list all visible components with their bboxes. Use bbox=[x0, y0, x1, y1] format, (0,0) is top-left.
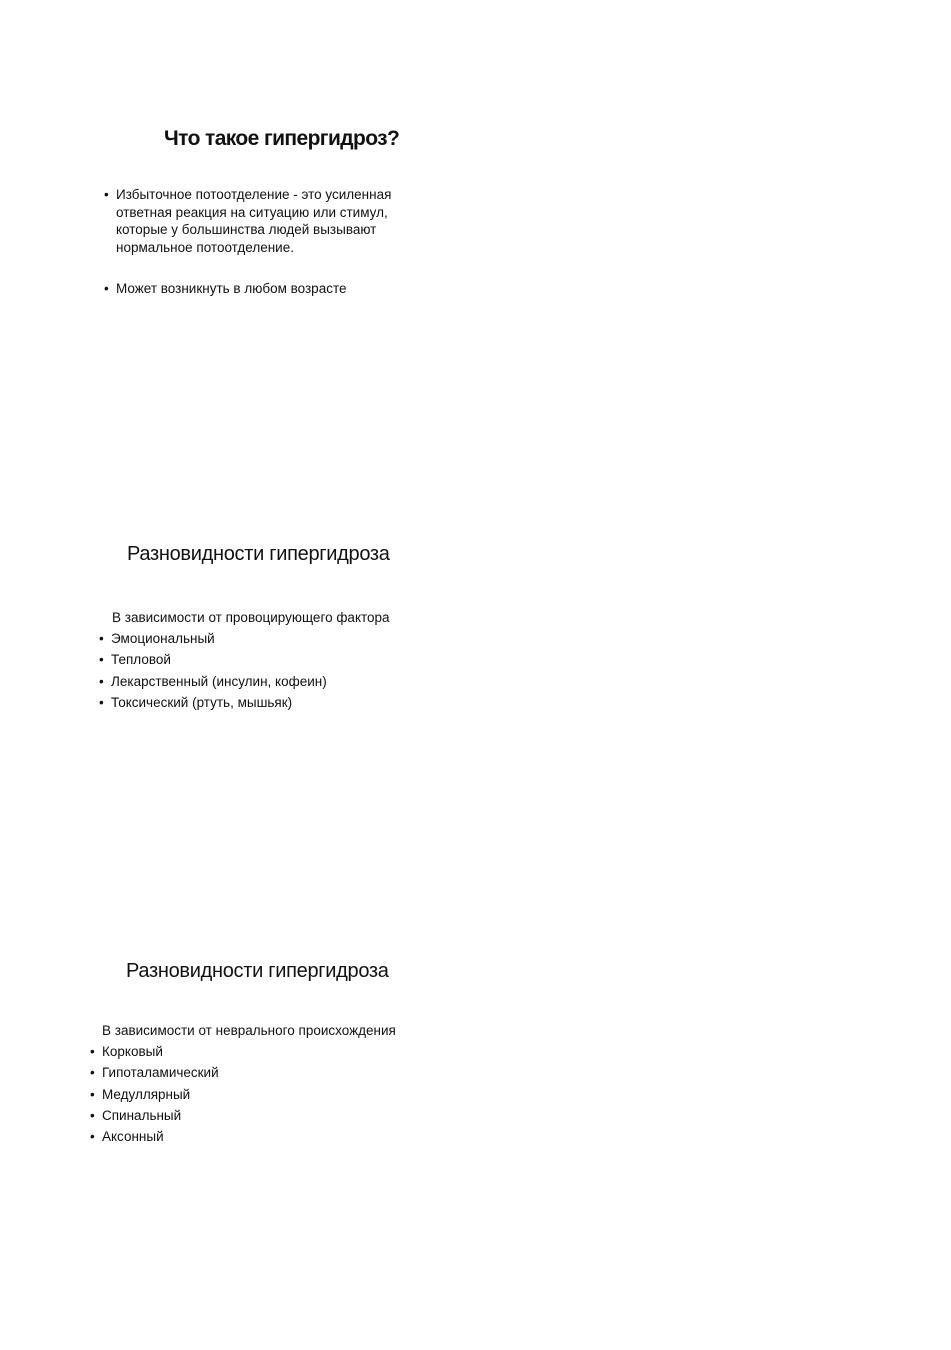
slide-intro: В зависимости от провоцирующего фактора bbox=[112, 610, 390, 625]
bullet-marker: • bbox=[90, 1086, 95, 1102]
list-item bbox=[90, 1062, 219, 1083]
list-item-text: Токсический (ртуть, мышьяк) bbox=[111, 694, 293, 710]
list-item-text: Аксонный bbox=[102, 1129, 164, 1145]
slide-title: Разновидности гипергидроза bbox=[126, 960, 389, 982]
bullet-marker: • bbox=[99, 694, 104, 710]
list-item bbox=[90, 1041, 219, 1062]
slide-intro: В зависимости от неврального происхождения bbox=[102, 1023, 396, 1038]
slide-what-is-hyperhidrosis bbox=[0, 0, 951, 420]
bullet-list bbox=[99, 628, 327, 713]
list-item-text: Может возникнуть в любом возрасте bbox=[116, 281, 347, 296]
slide-types-by-trigger bbox=[0, 420, 951, 840]
list-item-text: Избыточное потоотделение - это усиленная ответная реакция на ситуацию или стимул, которые у большинства людей вызывают нормальное потоотделение. bbox=[116, 187, 392, 255]
list-item-text: Корковый bbox=[102, 1044, 163, 1059]
slide-title: Что такое гипергидроз? bbox=[164, 127, 400, 150]
list-item bbox=[99, 692, 327, 713]
bullet-list bbox=[90, 1041, 219, 1147]
list-item-text: Спинальный bbox=[102, 1107, 182, 1123]
bullet-marker: • bbox=[90, 1044, 95, 1059]
list-item bbox=[90, 1084, 219, 1105]
list-item-text: Эмоциональный bbox=[111, 631, 215, 646]
list-item bbox=[99, 628, 327, 649]
slide-types-by-neural-origin bbox=[0, 840, 951, 1260]
list-item bbox=[104, 186, 434, 256]
bullet-marker: • bbox=[99, 652, 104, 668]
bullet-marker: • bbox=[90, 1129, 95, 1145]
list-item-text: Тепловой bbox=[111, 652, 171, 668]
bullet-marker: • bbox=[90, 1107, 95, 1123]
list-item bbox=[90, 1105, 219, 1126]
bullet-marker: • bbox=[99, 631, 104, 646]
bullet-list bbox=[104, 186, 434, 298]
bullet-marker: • bbox=[104, 281, 109, 296]
list-item bbox=[104, 280, 434, 298]
list-item bbox=[90, 1126, 219, 1147]
list-item-text: Гипоталамический bbox=[102, 1065, 219, 1081]
bullet-marker: • bbox=[90, 1065, 95, 1081]
bullet-marker: • bbox=[99, 673, 104, 689]
slide-title: Разновидности гипергидроза bbox=[127, 543, 390, 565]
list-item bbox=[99, 671, 327, 692]
bullet-marker: • bbox=[104, 187, 109, 202]
list-item-text: Лекарственный (инсулин, кофеин) bbox=[111, 673, 327, 689]
list-item bbox=[99, 649, 327, 670]
list-item-text: Медуллярный bbox=[102, 1086, 191, 1102]
